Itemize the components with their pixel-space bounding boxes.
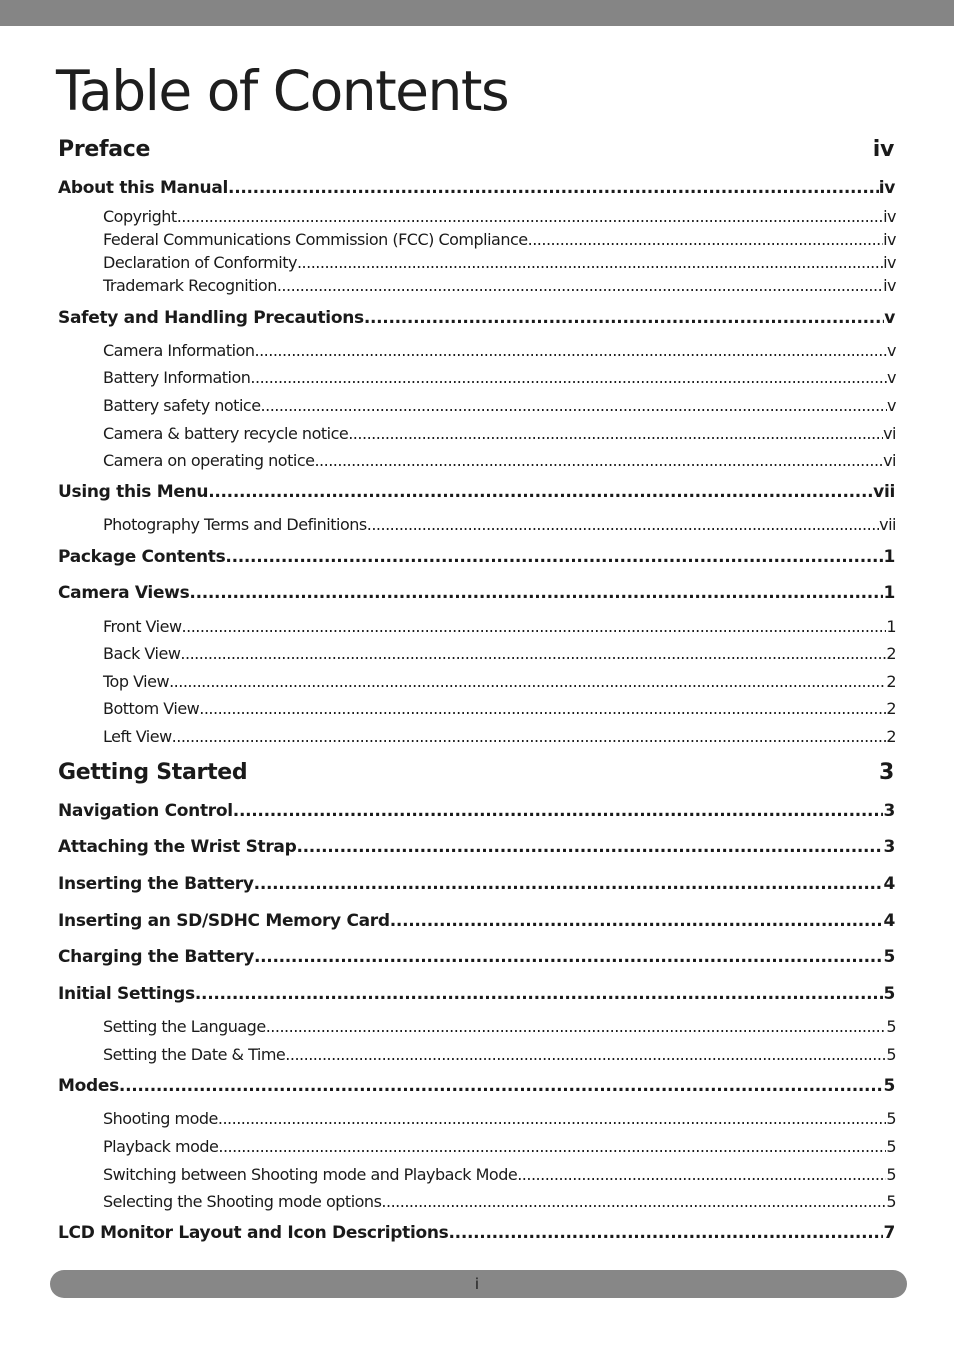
toc-entry-label: Preface [58,137,151,162]
top-header-bar [0,0,954,26]
toc-entry-label: Front View [103,617,182,636]
toc-entry-page-number: vi [883,424,896,443]
toc-entry[interactable] [58,178,895,198]
toc-entry-page-number: 2 [886,672,896,691]
toc-entry-page-number: vi [883,451,896,470]
toc-entry-page-number: 3 [883,837,895,857]
dot-leader [285,1045,886,1064]
toc-entry[interactable] [103,368,896,387]
dot-leader [254,947,883,967]
dot-leader [255,341,888,360]
dot-leader [180,644,886,663]
toc-entry-label: About this Manual [58,178,229,198]
dot-leader [517,1165,886,1184]
toc-section-heading[interactable] [58,137,894,162]
toc-entry[interactable] [58,837,895,857]
toc-entry-label: Camera on operating notice [103,451,315,470]
toc-entry-page-number: iv [878,178,895,198]
toc-entry-page-number: 2 [886,699,896,718]
toc-entry-page-number: 5 [886,1045,896,1064]
toc-entry-label: Photography Terms and Definitions [103,515,367,534]
toc-entry-label: Top View [103,672,170,691]
toc-entry[interactable] [58,547,895,567]
toc-entry-label: Camera & battery recycle notice [103,424,349,443]
dot-leader [381,1192,886,1211]
toc-entry-label: Shooting mode [103,1109,218,1128]
toc-entry-label: Using this Menu [58,482,209,502]
toc-entry[interactable] [103,451,896,470]
toc-entry-label: Attaching the Wrist Strap [58,837,297,857]
toc-entry-page-number: 5 [886,1137,896,1156]
dot-leader [218,1137,886,1156]
toc-entry-page-number: vii [879,515,896,534]
toc-entry-page-number: v [887,341,896,360]
toc-entry-label: Initial Settings [58,984,195,1004]
toc-entry-page-number: 1 [886,617,896,636]
toc-entry-label: Safety and Handling Precautions [58,308,364,328]
dot-leader [182,617,887,636]
toc-entry[interactable] [103,1192,896,1211]
dot-leader [218,1109,886,1128]
toc-entry[interactable] [103,644,896,663]
toc-entry-page-number: 2 [886,644,896,663]
toc-entry[interactable] [58,583,895,603]
toc-entry[interactable] [103,276,896,295]
toc-entry[interactable] [103,1045,896,1064]
toc-entry[interactable] [103,727,896,746]
toc-entry-label: Battery Information [103,368,251,387]
dot-leader [119,1076,884,1096]
dot-leader [250,368,887,387]
dot-leader [277,276,883,295]
toc-entry-page-number: iv [872,137,894,162]
dot-leader [195,984,884,1004]
toc-entry-label: Camera Information [103,341,255,360]
dot-leader [266,1017,887,1036]
page-title: Table of Contents [56,59,509,123]
toc-entry-label: Inserting the Battery [58,874,254,894]
toc-entry[interactable] [103,1137,896,1156]
toc-entry[interactable] [103,617,896,636]
dot-leader [225,547,883,567]
dot-leader [314,451,883,470]
toc-entry[interactable] [58,1076,895,1096]
dot-leader [528,230,883,249]
toc-entry-page-number: 4 [883,874,895,894]
toc-entry-label: Declaration of Conformity [103,253,297,272]
footer-page-number: i [474,1275,480,1293]
dot-leader [348,424,883,443]
toc-entry[interactable] [103,672,896,691]
dot-leader [449,1223,884,1243]
toc-entry[interactable] [58,801,895,821]
toc-entry[interactable] [103,699,896,718]
toc-entry-page-number: 5 [883,947,895,967]
toc-entry-page-number: 1 [883,547,895,567]
toc-entry[interactable] [103,341,896,360]
toc-entry-label: Copyright [103,207,177,226]
toc-entry-page-number: 5 [886,1109,896,1128]
toc-entry-label: Navigation Control [58,801,233,821]
toc-entry-page-number: 3 [883,801,895,821]
toc-entry-label: Federal Communications Commission (FCC) Compliance [103,230,528,249]
dot-leader [390,911,884,931]
toc-entry-page-number: 5 [886,1017,896,1036]
toc-entry[interactable] [103,396,896,415]
toc-entry-page-number: iv [883,276,896,295]
toc-entry[interactable] [58,984,895,1004]
toc-entry-page-number: 2 [886,727,896,746]
toc-entry-label: Trademark Recognition [103,276,277,295]
toc-entry-page-number: iv [883,230,896,249]
toc-entry-label: Charging the Battery [58,947,254,967]
dot-leader [172,727,887,746]
toc-entry[interactable] [103,1109,896,1128]
toc-entry-page-number: 4 [883,911,895,931]
dot-leader [189,583,883,603]
toc-entry-label: Package Contents [58,547,226,567]
toc-entry-label: Battery safety notice [103,396,261,415]
dot-leader [199,699,886,718]
toc-entry-label: Switching between Shooting mode and Playback Mode [103,1165,518,1184]
toc-entry[interactable] [58,482,895,502]
toc-entry-page-number: 7 [883,1223,895,1243]
toc-entry[interactable] [103,207,896,226]
dot-leader [177,207,883,226]
toc-entry-page-number: v [884,308,895,328]
toc-entry[interactable] [103,230,896,249]
toc-entry-page-number: 1 [883,583,895,603]
toc-entry-page-number: 3 [878,760,894,785]
toc-entry-page-number: v [887,396,896,415]
toc-entry-label: Setting the Date & Time [103,1045,286,1064]
toc-entry[interactable] [58,911,895,931]
toc-entry-label: Setting the Language [103,1017,266,1036]
toc-entry-page-number: iv [883,253,896,272]
toc-entry-page-number: vii [873,482,895,502]
toc-entry[interactable] [103,424,896,443]
dot-leader [208,482,873,502]
toc-entry[interactable] [58,874,895,894]
toc-entry-label: Left View [103,727,172,746]
toc-entry-label: Camera Views [58,583,190,603]
toc-entry[interactable] [103,1017,896,1036]
toc-entry-page-number: v [887,368,896,387]
toc-entry[interactable] [103,515,896,534]
toc-entry-label: Selecting the Shooting mode options [103,1192,382,1211]
toc-entry-page-number: 5 [886,1165,896,1184]
toc-entry-label: Getting Started [58,760,248,785]
toc-entry[interactable] [103,1165,896,1184]
dot-leader [367,515,879,534]
toc-entry[interactable] [103,253,896,272]
toc-entry-page-number: 5 [883,1076,895,1096]
toc-entry[interactable] [58,947,895,967]
dot-leader [228,178,879,198]
toc-entry[interactable] [58,308,895,328]
toc-entry-label: Inserting an SD/SDHC Memory Card [58,911,390,931]
dot-leader [297,253,883,272]
dot-leader [296,837,883,857]
toc-section-heading[interactable] [58,760,894,785]
toc-entry-label: Bottom View [103,699,200,718]
toc-entry-page-number: 5 [883,984,895,1004]
dot-leader [261,396,887,415]
dot-leader [169,672,886,691]
dot-leader [233,801,884,821]
toc-entry-label: Back View [103,644,181,663]
toc-entry-page-number: 5 [886,1192,896,1211]
dot-leader [254,874,884,894]
toc-entry-label: LCD Monitor Layout and Icon Descriptions [58,1223,449,1243]
dot-leader [364,308,884,328]
toc-entry-page-number: iv [883,207,896,226]
toc-entry-label: Playback mode [103,1137,219,1156]
toc-entry-label: Modes [58,1076,119,1096]
toc-entry[interactable] [58,1223,895,1243]
